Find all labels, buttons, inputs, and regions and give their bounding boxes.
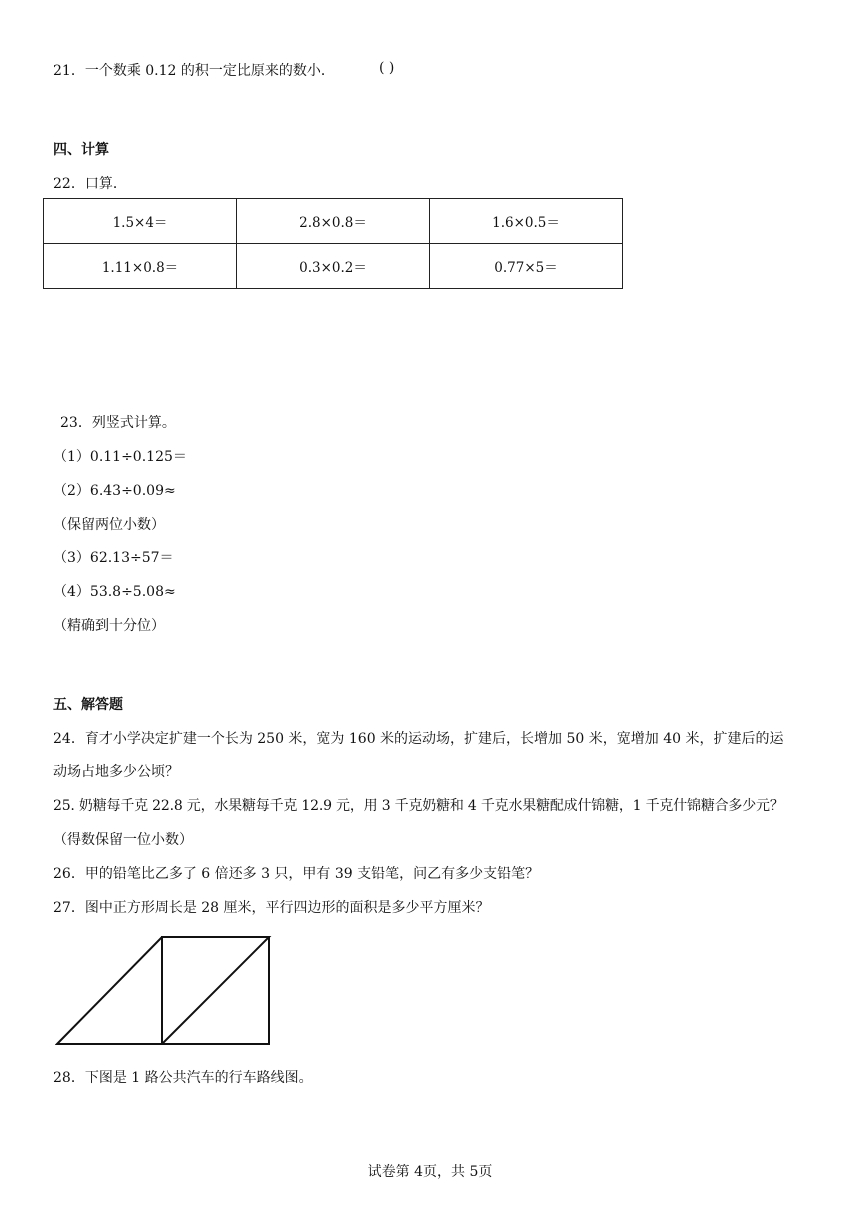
table-row [44, 244, 623, 289]
question-24-line2: 动场占地多少公顷？ [53, 764, 179, 780]
table-cell: 2.8×0.8＝ [237, 199, 430, 244]
square-parallelogram-figure [55, 934, 275, 1046]
question-25-line2: （得数保留一位小数） [53, 832, 193, 848]
section-4-heading: 四、计算 [53, 142, 109, 158]
question-27-text: 27．图中正方形周长是 28 厘米，平行四边形的面积是多少平方厘米？ [53, 900, 490, 916]
list-item: （4）53.8÷5.08≈ [53, 584, 176, 600]
question-24-line1: 24．育才小学决定扩建一个长为 250 米，宽为 160 米的运动场，扩建后，长增加 50 米，宽增加 40 米，扩建后的运 [53, 731, 784, 747]
table-row [44, 199, 623, 244]
section-5-heading: 五、解答题 [53, 697, 123, 713]
mental-math-table [43, 198, 623, 289]
list-item: （保留两位小数） [53, 517, 165, 533]
question-21-text: 21．一个数乘 0.12 的积一定比原来的数小． [53, 63, 335, 79]
list-item: （3）62.13÷57＝ [53, 550, 174, 566]
question-28-text: 28．下图是 1 路公共汽车的行车路线图。 [53, 1070, 313, 1086]
page-footer: 试卷第 4页，共 5页 [367, 1164, 493, 1180]
table-cell: 0.3×0.2＝ [237, 244, 430, 289]
table-cell: 1.11×0.8＝ [44, 244, 237, 289]
list-item: （2）6.43÷0.09≈ [53, 483, 176, 499]
table-cell: 1.5×4＝ [44, 199, 237, 244]
question-26-text: 26．甲的铅笔比乙多了 6 倍还多 3 只，甲有 39 支铅笔，问乙有多少支铅笔？ [53, 866, 540, 882]
question-25-line1: 25. 奶糖每千克 22.8 元，水果糖每千克 12.9 元，用 3 千克奶糖和 4 千克水果糖配成什锦糖，1 千克什锦糖合多少元？ [53, 798, 784, 814]
answer-parentheses: ( ) [379, 60, 395, 76]
table-cell: 0.77×5＝ [430, 244, 623, 289]
list-item: （精确到十分位） [53, 618, 165, 634]
list-item: （1）0.11÷0.125＝ [53, 449, 187, 465]
question-21 [53, 60, 395, 80]
question-22-title: 22．口算． [53, 176, 127, 192]
question-23-title: 23．列竖式计算。 [60, 415, 176, 431]
table-cell: 1.6×0.5＝ [430, 199, 623, 244]
